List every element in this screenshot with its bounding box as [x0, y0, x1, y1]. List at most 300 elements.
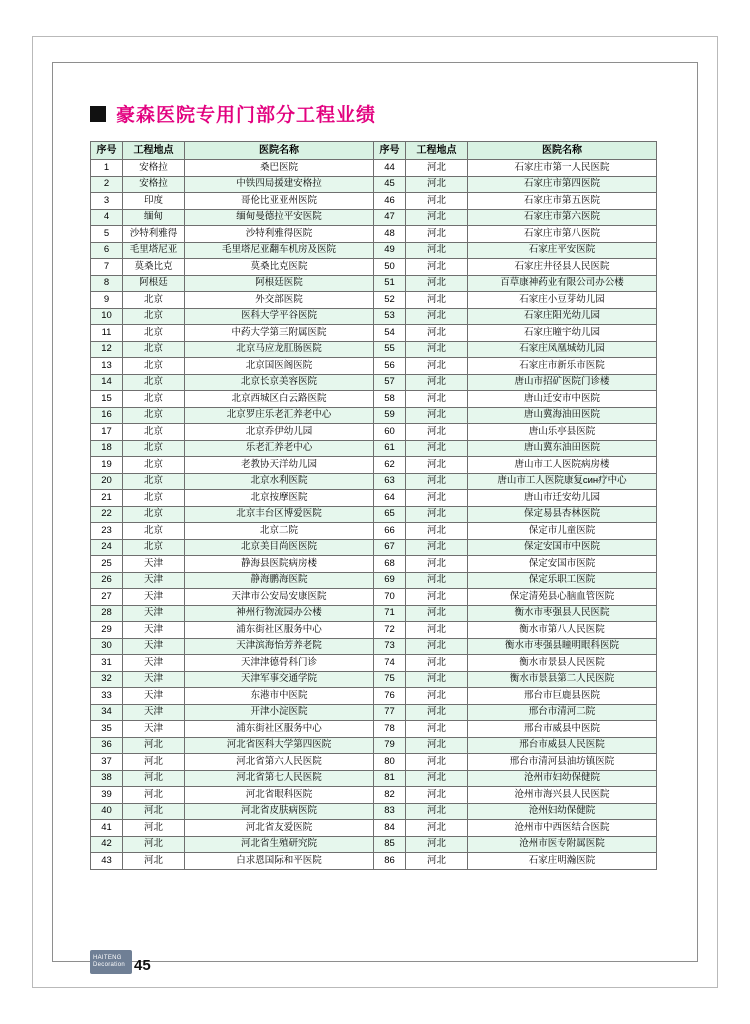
table-row [91, 490, 657, 507]
cell-location-left: 天津 [123, 638, 185, 655]
cell-no-left: 20 [91, 473, 123, 490]
cell-no-left: 29 [91, 622, 123, 639]
cell-location-right: 河北 [406, 424, 468, 441]
cell-no-left: 30 [91, 638, 123, 655]
table-header-row [91, 142, 657, 160]
table-row [91, 259, 657, 276]
cell-hospital-left: 北京水利医院 [185, 473, 374, 490]
cell-hospital-right: 沧州市海兴县人民医院 [468, 787, 657, 804]
table-row [91, 655, 657, 672]
cell-hospital-right: 唐山乐亭县医院 [468, 424, 657, 441]
table-row [91, 341, 657, 358]
cell-location-left: 安格拉 [123, 160, 185, 177]
cell-location-left: 河北 [123, 787, 185, 804]
cell-no-right: 79 [374, 737, 406, 754]
cell-location-right: 河北 [406, 209, 468, 226]
square-bullet-icon [90, 106, 106, 122]
cell-no-left: 34 [91, 704, 123, 721]
cell-no-left: 17 [91, 424, 123, 441]
cell-hospital-right: 石家庄井径县人民医院 [468, 259, 657, 276]
cell-no-left: 3 [91, 193, 123, 210]
cell-hospital-right: 衡水市枣强县瞳明眼科医院 [468, 638, 657, 655]
cell-no-left: 14 [91, 374, 123, 391]
cell-no-left: 19 [91, 457, 123, 474]
table-row [91, 556, 657, 573]
table-row [91, 275, 657, 292]
cell-hospital-right: 石家庄市第五医院 [468, 193, 657, 210]
cell-location-left: 毛里塔尼亚 [123, 242, 185, 259]
cell-hospital-right: 石家庄平安医院 [468, 242, 657, 259]
cell-hospital-right: 沧州市中西医结合医院 [468, 820, 657, 837]
cell-no-right: 76 [374, 688, 406, 705]
cell-no-right: 74 [374, 655, 406, 672]
cell-location-right: 河北 [406, 358, 468, 375]
cell-no-left: 40 [91, 803, 123, 820]
cell-hospital-left: 中铁四局援建安格拉 [185, 176, 374, 193]
cell-no-left: 41 [91, 820, 123, 837]
cell-location-left: 北京 [123, 490, 185, 507]
cell-no-left: 8 [91, 275, 123, 292]
table-body [91, 160, 657, 870]
cell-location-left: 北京 [123, 506, 185, 523]
cell-no-right: 67 [374, 539, 406, 556]
cell-no-right: 56 [374, 358, 406, 375]
cell-location-right: 河北 [406, 787, 468, 804]
projects-table [90, 141, 657, 870]
cell-location-left: 北京 [123, 341, 185, 358]
cell-location-left: 印度 [123, 193, 185, 210]
cell-hospital-left: 医科大学平谷医院 [185, 308, 374, 325]
cell-location-left: 河北 [123, 737, 185, 754]
cell-no-right: 70 [374, 589, 406, 606]
table-row [91, 193, 657, 210]
table-row [91, 325, 657, 342]
table-row [91, 853, 657, 870]
cell-location-right: 河北 [406, 638, 468, 655]
cell-location-right: 河北 [406, 374, 468, 391]
column-header-no-right: 序号 [374, 142, 406, 160]
cell-location-right: 河北 [406, 572, 468, 589]
cell-location-left: 北京 [123, 523, 185, 540]
cell-no-right: 61 [374, 440, 406, 457]
column-header-no-left: 序号 [91, 142, 123, 160]
page-title [90, 100, 678, 127]
cell-no-right: 53 [374, 308, 406, 325]
table-row [91, 539, 657, 556]
cell-location-right: 河北 [406, 803, 468, 820]
cell-hospital-left: 天津津德骨科门诊 [185, 655, 374, 672]
cell-hospital-left: 河北省眼科医院 [185, 787, 374, 804]
cell-location-left: 北京 [123, 358, 185, 375]
cell-location-left: 河北 [123, 836, 185, 853]
table-row [91, 209, 657, 226]
cell-location-right: 河北 [406, 160, 468, 177]
cell-hospital-left: 白求恩国际和平医院 [185, 853, 374, 870]
cell-no-right: 66 [374, 523, 406, 540]
cell-no-left: 21 [91, 490, 123, 507]
table-row [91, 589, 657, 606]
page-title-text: 豪森医院专用门部分工程业绩 [116, 104, 377, 126]
cell-no-right: 73 [374, 638, 406, 655]
cell-no-right: 47 [374, 209, 406, 226]
cell-no-left: 23 [91, 523, 123, 540]
cell-hospital-left: 中药大学第三附属医院 [185, 325, 374, 342]
cell-no-left: 12 [91, 341, 123, 358]
cell-no-right: 84 [374, 820, 406, 837]
table-row [91, 226, 657, 243]
cell-hospital-left: 东港市中医院 [185, 688, 374, 705]
cell-no-right: 69 [374, 572, 406, 589]
cell-hospital-right: 唐山冀东油田医院 [468, 440, 657, 457]
cell-no-right: 64 [374, 490, 406, 507]
cell-no-left: 36 [91, 737, 123, 754]
cell-no-left: 42 [91, 836, 123, 853]
cell-hospital-right: 石家庄凤凰城幼儿园 [468, 341, 657, 358]
cell-no-left: 15 [91, 391, 123, 408]
cell-location-left: 北京 [123, 325, 185, 342]
table-row [91, 704, 657, 721]
cell-no-right: 60 [374, 424, 406, 441]
company-logo [90, 950, 132, 974]
cell-location-right: 河北 [406, 770, 468, 787]
cell-hospital-left: 北京国医阁医院 [185, 358, 374, 375]
cell-hospital-left: 静海鹏海医院 [185, 572, 374, 589]
table-row [91, 688, 657, 705]
cell-no-right: 75 [374, 671, 406, 688]
cell-no-left: 5 [91, 226, 123, 243]
cell-location-right: 河北 [406, 193, 468, 210]
table-row [91, 407, 657, 424]
cell-location-right: 河北 [406, 341, 468, 358]
cell-no-left: 10 [91, 308, 123, 325]
table-row [91, 622, 657, 639]
cell-no-left: 25 [91, 556, 123, 573]
cell-no-left: 26 [91, 572, 123, 589]
cell-no-left: 39 [91, 787, 123, 804]
cell-hospital-right: 保定安国市医院 [468, 556, 657, 573]
cell-hospital-right: 衡水市景县人民医院 [468, 655, 657, 672]
cell-hospital-left: 河北省第六人民医院 [185, 754, 374, 771]
cell-location-right: 河北 [406, 704, 468, 721]
cell-hospital-left: 莫桑比克医院 [185, 259, 374, 276]
table-row [91, 374, 657, 391]
cell-hospital-right: 唐山冀海油田医院 [468, 407, 657, 424]
cell-hospital-right: 邢台市清河二院 [468, 704, 657, 721]
cell-no-left: 33 [91, 688, 123, 705]
cell-no-left: 16 [91, 407, 123, 424]
cell-location-right: 河北 [406, 506, 468, 523]
table-row [91, 770, 657, 787]
column-header-hospital-right: 医院名称 [468, 142, 657, 160]
cell-no-left: 4 [91, 209, 123, 226]
cell-hospital-left: 河北省生殖研究院 [185, 836, 374, 853]
cell-no-right: 77 [374, 704, 406, 721]
cell-no-left: 18 [91, 440, 123, 457]
logo-line-1: HAITENG [93, 955, 122, 962]
table-row [91, 457, 657, 474]
cell-hospital-right: 邢台市清河县油坊镇医院 [468, 754, 657, 771]
cell-no-right: 78 [374, 721, 406, 738]
cell-hospital-left: 天津军事交通学院 [185, 671, 374, 688]
page-content [72, 82, 678, 974]
cell-hospital-left: 河北省医科大学第四医院 [185, 737, 374, 754]
cell-hospital-right: 石家庄市第一人民医院 [468, 160, 657, 177]
cell-location-left: 河北 [123, 754, 185, 771]
table-row [91, 721, 657, 738]
cell-no-right: 68 [374, 556, 406, 573]
cell-location-right: 河北 [406, 820, 468, 837]
cell-hospital-left: 阿根廷医院 [185, 275, 374, 292]
cell-no-left: 31 [91, 655, 123, 672]
cell-no-right: 48 [374, 226, 406, 243]
cell-location-right: 河北 [406, 671, 468, 688]
cell-hospital-right: 邢台市巨鹿县医院 [468, 688, 657, 705]
cell-no-right: 83 [374, 803, 406, 820]
table-row [91, 836, 657, 853]
cell-location-right: 河北 [406, 242, 468, 259]
cell-hospital-left: 哥伦比亚亚州医院 [185, 193, 374, 210]
table-row [91, 176, 657, 193]
cell-no-left: 9 [91, 292, 123, 309]
cell-location-left: 北京 [123, 308, 185, 325]
cell-no-left: 32 [91, 671, 123, 688]
table-row [91, 787, 657, 804]
cell-no-right: 51 [374, 275, 406, 292]
cell-no-right: 58 [374, 391, 406, 408]
cell-hospital-right: 石家庄市第四医院 [468, 176, 657, 193]
cell-no-right: 52 [374, 292, 406, 309]
table-row [91, 391, 657, 408]
cell-hospital-left: 乐老汇养老中心 [185, 440, 374, 457]
cell-location-right: 河北 [406, 539, 468, 556]
cell-hospital-left: 开津小淀医院 [185, 704, 374, 721]
cell-location-right: 河北 [406, 688, 468, 705]
cell-location-left: 河北 [123, 853, 185, 870]
cell-no-left: 38 [91, 770, 123, 787]
table-row [91, 605, 657, 622]
column-header-hospital-left: 医院名称 [185, 142, 374, 160]
table-row [91, 292, 657, 309]
cell-no-left: 1 [91, 160, 123, 177]
cell-location-right: 河北 [406, 325, 468, 342]
cell-hospital-left: 河北省皮肤病医院 [185, 803, 374, 820]
cell-hospital-left: 北京乔伊幼儿园 [185, 424, 374, 441]
cell-hospital-left: 外交部医院 [185, 292, 374, 309]
cell-no-left: 37 [91, 754, 123, 771]
table-row [91, 242, 657, 259]
cell-hospital-left: 天津市公安局安康医院 [185, 589, 374, 606]
cell-location-left: 天津 [123, 556, 185, 573]
cell-hospital-left: 老教协天洋幼儿园 [185, 457, 374, 474]
cell-location-left: 河北 [123, 770, 185, 787]
cell-hospital-right: 石家庄明瀚医院 [468, 853, 657, 870]
page-number: 45 [134, 957, 151, 974]
cell-location-left: 北京 [123, 539, 185, 556]
cell-hospital-right: 石家庄市第六医院 [468, 209, 657, 226]
cell-location-right: 河北 [406, 490, 468, 507]
cell-location-left: 天津 [123, 655, 185, 672]
cell-location-right: 河北 [406, 275, 468, 292]
cell-location-right: 河北 [406, 440, 468, 457]
cell-no-right: 62 [374, 457, 406, 474]
cell-hospital-left: 天津滨海怡芳养老院 [185, 638, 374, 655]
cell-no-right: 82 [374, 787, 406, 804]
table-row [91, 671, 657, 688]
cell-no-right: 81 [374, 770, 406, 787]
table-row [91, 523, 657, 540]
cell-hospital-left: 毛里塔尼亚翻车机房及医院 [185, 242, 374, 259]
cell-no-right: 44 [374, 160, 406, 177]
cell-location-left: 北京 [123, 374, 185, 391]
cell-location-left: 天津 [123, 589, 185, 606]
cell-no-left: 22 [91, 506, 123, 523]
cell-hospital-right: 唐山市招矿医院门诊楼 [468, 374, 657, 391]
table-row [91, 160, 657, 177]
cell-location-left: 天津 [123, 704, 185, 721]
cell-location-left: 北京 [123, 457, 185, 474]
cell-hospital-right: 石家庄小豆芽幼儿园 [468, 292, 657, 309]
cell-hospital-right: 衡水市景县第二人民医院 [468, 671, 657, 688]
table-row [91, 308, 657, 325]
cell-location-right: 河北 [406, 523, 468, 540]
cell-location-left: 河北 [123, 803, 185, 820]
cell-no-right: 86 [374, 853, 406, 870]
table-row [91, 803, 657, 820]
cell-no-right: 71 [374, 605, 406, 622]
cell-hospital-right: 唐山市工人医院康复син疗中心 [468, 473, 657, 490]
cell-no-right: 85 [374, 836, 406, 853]
cell-location-right: 河北 [406, 407, 468, 424]
cell-hospital-left: 河北省友爱医院 [185, 820, 374, 837]
cell-hospital-right: 百草康神药业有限公司办公楼 [468, 275, 657, 292]
cell-hospital-right: 保定清苑县心脑血管医院 [468, 589, 657, 606]
cell-location-left: 缅甸 [123, 209, 185, 226]
cell-location-right: 河北 [406, 473, 468, 490]
cell-location-right: 河北 [406, 622, 468, 639]
cell-no-right: 57 [374, 374, 406, 391]
cell-hospital-right: 石家庄市新乐市医院 [468, 358, 657, 375]
cell-hospital-left: 神州行物流园办公楼 [185, 605, 374, 622]
cell-location-right: 河北 [406, 605, 468, 622]
cell-hospital-right: 石家庄阳光幼儿园 [468, 308, 657, 325]
cell-hospital-right: 衡水市第八人民医院 [468, 622, 657, 639]
cell-no-left: 6 [91, 242, 123, 259]
cell-hospital-left: 沙特利雅得医院 [185, 226, 374, 243]
cell-no-right: 65 [374, 506, 406, 523]
cell-location-left: 北京 [123, 424, 185, 441]
cell-hospital-right: 邢台市威县中医院 [468, 721, 657, 738]
cell-hospital-left: 北京长京美容医院 [185, 374, 374, 391]
cell-hospital-left: 浦东街社区服务中心 [185, 721, 374, 738]
logo-line-2: Decoration [93, 962, 126, 968]
cell-hospital-left: 北京罗庄乐老汇养老中心 [185, 407, 374, 424]
cell-location-left: 北京 [123, 440, 185, 457]
cell-no-left: 2 [91, 176, 123, 193]
cell-location-right: 河北 [406, 754, 468, 771]
cell-hospital-right: 唐山迁安市中医院 [468, 391, 657, 408]
cell-hospital-right: 沧州市医专附属医院 [468, 836, 657, 853]
cell-no-right: 80 [374, 754, 406, 771]
cell-hospital-left: 缅甸曼德拉平安医院 [185, 209, 374, 226]
cell-no-left: 13 [91, 358, 123, 375]
cell-location-left: 莫桑比克 [123, 259, 185, 276]
cell-location-right: 河北 [406, 721, 468, 738]
table-row [91, 473, 657, 490]
cell-no-right: 49 [374, 242, 406, 259]
cell-no-right: 46 [374, 193, 406, 210]
table-row [91, 820, 657, 837]
cell-no-right: 45 [374, 176, 406, 193]
cell-location-right: 河北 [406, 292, 468, 309]
cell-location-left: 河北 [123, 820, 185, 837]
cell-location-left: 北京 [123, 407, 185, 424]
cell-hospital-left: 桑巴医院 [185, 160, 374, 177]
cell-hospital-right: 保定乐职工医院 [468, 572, 657, 589]
cell-location-left: 天津 [123, 671, 185, 688]
cell-no-right: 50 [374, 259, 406, 276]
cell-location-left: 沙特利雅得 [123, 226, 185, 243]
cell-location-left: 北京 [123, 473, 185, 490]
cell-location-right: 河北 [406, 589, 468, 606]
cell-location-left: 北京 [123, 292, 185, 309]
table-row [91, 737, 657, 754]
cell-no-left: 24 [91, 539, 123, 556]
cell-hospital-left: 浦东街社区服务中心 [185, 622, 374, 639]
cell-hospital-left: 北京按摩医院 [185, 490, 374, 507]
cell-no-left: 35 [91, 721, 123, 738]
cell-no-left: 28 [91, 605, 123, 622]
cell-location-right: 河北 [406, 737, 468, 754]
cell-hospital-left: 北京马应龙肛肠医院 [185, 341, 374, 358]
cell-no-right: 63 [374, 473, 406, 490]
cell-hospital-left: 北京丰台区博爱医院 [185, 506, 374, 523]
cell-no-left: 43 [91, 853, 123, 870]
cell-location-left: 安格拉 [123, 176, 185, 193]
cell-location-left: 天津 [123, 688, 185, 705]
cell-hospital-left: 北京西城区白云路医院 [185, 391, 374, 408]
table-row [91, 506, 657, 523]
table-row [91, 572, 657, 589]
cell-no-left: 11 [91, 325, 123, 342]
cell-hospital-left: 北京美目尚医医院 [185, 539, 374, 556]
cell-hospital-right: 衡水市枣强县人民医院 [468, 605, 657, 622]
table-row [91, 358, 657, 375]
cell-location-left: 天津 [123, 572, 185, 589]
cell-location-left: 阿根廷 [123, 275, 185, 292]
cell-hospital-right: 唐山市迁安幼儿园 [468, 490, 657, 507]
cell-location-right: 河北 [406, 457, 468, 474]
cell-location-right: 河北 [406, 655, 468, 672]
cell-hospital-right: 邢台市威县人民医院 [468, 737, 657, 754]
cell-no-right: 54 [374, 325, 406, 342]
cell-location-left: 北京 [123, 391, 185, 408]
cell-hospital-left: 河北省第七人民医院 [185, 770, 374, 787]
cell-hospital-left: 北京二院 [185, 523, 374, 540]
cell-hospital-right: 唐山市工人医院病房楼 [468, 457, 657, 474]
cell-location-right: 河北 [406, 176, 468, 193]
cell-hospital-right: 沧州市妇幼保健院 [468, 770, 657, 787]
cell-hospital-right: 石家庄市第八医院 [468, 226, 657, 243]
cell-location-right: 河北 [406, 308, 468, 325]
cell-hospital-right: 保定市儿童医院 [468, 523, 657, 540]
cell-no-right: 59 [374, 407, 406, 424]
cell-no-right: 55 [374, 341, 406, 358]
cell-hospital-left: 静海县医院病房楼 [185, 556, 374, 573]
cell-location-right: 河北 [406, 556, 468, 573]
table-row [91, 754, 657, 771]
cell-hospital-right: 保定安国市中医院 [468, 539, 657, 556]
cell-hospital-right: 保定易县杏林医院 [468, 506, 657, 523]
